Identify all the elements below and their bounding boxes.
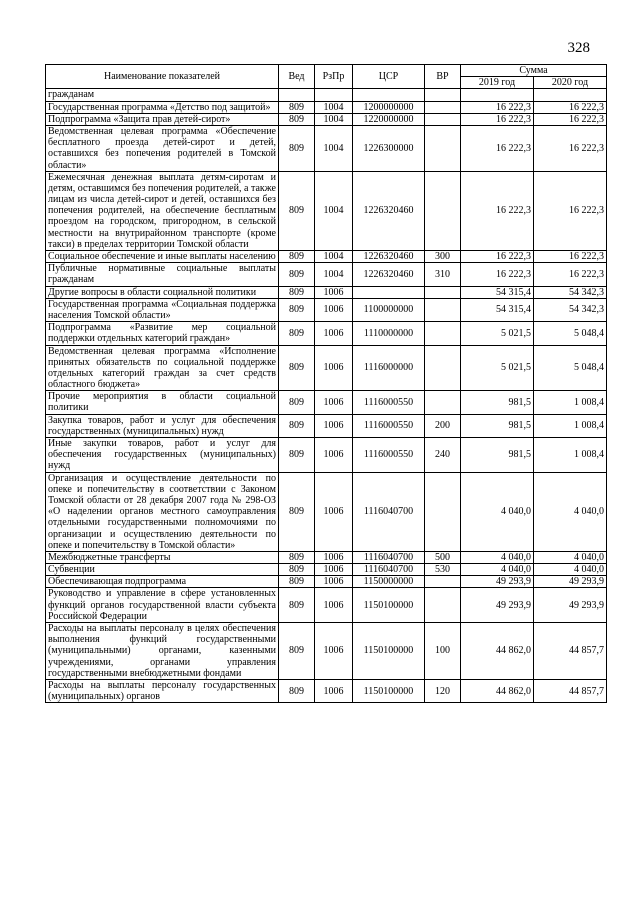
row-name: Государственная программа «Социальная поддержка населения Томской области» [46,298,279,321]
row-ved: 809 [279,438,315,473]
row-ved: 809 [279,576,315,588]
row-sum-2020: 16 222,3 [534,263,607,286]
row-ved: 809 [279,251,315,263]
header-sum: Сумма [461,65,607,77]
row-vr [425,588,461,623]
row-sum-2019 [461,89,534,101]
row-sum-2020: 1 008,4 [534,438,607,473]
row-sum-2019: 44 862,0 [461,623,534,680]
row-rzpr: 1004 [315,171,353,250]
table-row [46,101,607,113]
row-csr: 1100000000 [353,298,425,321]
row-sum-2019: 5 021,5 [461,322,534,345]
row-sum-2019: 16 222,3 [461,171,534,250]
row-csr: 1220000000 [353,113,425,125]
row-csr: 1116040700 [353,551,425,563]
row-rzpr: 1006 [315,576,353,588]
row-vr [425,391,461,414]
row-sum-2020: 1 008,4 [534,414,607,437]
row-ved: 809 [279,588,315,623]
budget-table [45,64,607,703]
row-name: Подпрограмма «Развитие мер социальной поддержки отдельных категорий граждан» [46,322,279,345]
row-sum-2020: 1 008,4 [534,391,607,414]
row-name: Организация и осуществление деятельности по опеке и попечительству в соответствии с Законом Томской области от 28 декабря 2007 года № 298-ОЗ «О наделении органов местного самоуправления отдельными государственными полномочиями по организации и осуществлению деятельности по опеке и попечительству в Томской области» [46,472,279,551]
table-row [46,576,607,588]
row-sum-2019: 16 222,3 [461,263,534,286]
row-rzpr: 1006 [315,551,353,563]
header-row [46,65,607,77]
row-rzpr: 1006 [315,414,353,437]
row-sum-2020: 4 040,0 [534,472,607,551]
row-vr: 120 [425,679,461,702]
row-sum-2019: 49 293,9 [461,576,534,588]
header-rzpr: РзПр [315,65,353,89]
row-name: Государственная программа «Детство под защитой» [46,101,279,113]
row-sum-2020: 54 342,3 [534,298,607,321]
row-name: Обеспечивающая подпрограмма [46,576,279,588]
table-row [46,623,607,680]
row-vr [425,125,461,171]
row-vr: 310 [425,263,461,286]
table-row [46,679,607,702]
row-rzpr: 1006 [315,588,353,623]
row-sum-2019: 49 293,9 [461,588,534,623]
row-sum-2020 [534,89,607,101]
table-row [46,391,607,414]
row-sum-2019: 981,5 [461,414,534,437]
row-vr [425,101,461,113]
row-ved: 809 [279,679,315,702]
table-row [46,113,607,125]
row-vr: 500 [425,551,461,563]
row-sum-2019: 4 040,0 [461,551,534,563]
table-row [46,414,607,437]
row-csr: 1116040700 [353,564,425,576]
table-row [46,551,607,563]
row-vr: 240 [425,438,461,473]
row-csr: 1226320460 [353,171,425,250]
row-name: Публичные нормативные социальные выплаты гражданам [46,263,279,286]
row-rzpr: 1006 [315,298,353,321]
row-vr [425,286,461,298]
row-ved: 809 [279,623,315,680]
row-ved: 809 [279,171,315,250]
row-sum-2020: 5 048,4 [534,322,607,345]
row-rzpr: 1006 [315,391,353,414]
row-ved: 809 [279,551,315,563]
row-vr: 300 [425,251,461,263]
row-sum-2020: 49 293,9 [534,588,607,623]
row-ved: 809 [279,298,315,321]
row-name: Социальное обеспечение и иные выплаты населению [46,251,279,263]
row-sum-2019: 44 862,0 [461,679,534,702]
row-sum-2020: 5 048,4 [534,345,607,391]
row-sum-2019: 54 315,4 [461,286,534,298]
header-ved: Вед [279,65,315,89]
table-row [46,171,607,250]
row-csr: 1226300000 [353,125,425,171]
row-name: Субвенции [46,564,279,576]
row-rzpr: 1006 [315,322,353,345]
row-name: Руководство и управление в сфере установленных функций органов государственной власти субъекта Российской Федерации [46,588,279,623]
row-rzpr: 1006 [315,623,353,680]
row-name: Прочие мероприятия в области социальной политики [46,391,279,414]
table-row [46,263,607,286]
row-name: Ведомственная целевая программа «Обеспечение бесплатного проезда детей-сирот и детей, оставшихся без попечения родителей в Томской области» [46,125,279,171]
row-name: Ежемесячная денежная выплата детям-сиротам и детям, оставшимся без попечения родителей, а также лицам из числа детей-сирот и детей, оставшихся без попечения родителей, на обеспечение бесплатным проездом на городском, пригородном, в сельской местности на внутрирайонном транспорте (кроме такси) в пределах территории Томской области [46,171,279,250]
row-csr: 1226320460 [353,263,425,286]
table-row [46,251,607,263]
row-sum-2019: 54 315,4 [461,298,534,321]
row-rzpr: 1004 [315,263,353,286]
header-2019: 2019 год [461,77,534,89]
row-sum-2020: 44 857,7 [534,679,607,702]
row-rzpr [315,89,353,101]
table-row [46,588,607,623]
row-csr: 1116000550 [353,391,425,414]
row-sum-2020: 16 222,3 [534,101,607,113]
row-name: Расходы на выплаты персоналу государственных (муниципальных) органов [46,679,279,702]
row-ved [279,89,315,101]
row-vr: 530 [425,564,461,576]
row-rzpr: 1006 [315,679,353,702]
table-row [46,472,607,551]
table-row [46,564,607,576]
row-rzpr: 1004 [315,101,353,113]
row-vr [425,171,461,250]
row-name: Ведомственная целевая программа «Исполнение принятых обязательств по социальной поддержке отдельных категорий граждан за счет средств областного бюджета» [46,345,279,391]
row-csr: 1116000000 [353,345,425,391]
row-name: Другие вопросы в области социальной политики [46,286,279,298]
table-row [46,345,607,391]
header-vr: ВР [425,65,461,89]
row-csr: 1150100000 [353,588,425,623]
row-csr: 1150100000 [353,623,425,680]
header-csr: ЦСР [353,65,425,89]
row-name: Расходы на выплаты персоналу в целях обеспечения выполнения функций государственными (муниципальными) органами, казенными учреждениями, органами управления государственными внебюджетными фондами [46,623,279,680]
row-vr [425,113,461,125]
row-sum-2019: 16 222,3 [461,101,534,113]
row-vr [425,298,461,321]
row-csr: 1150100000 [353,679,425,702]
row-sum-2020: 16 222,3 [534,171,607,250]
row-name: Закупка товаров, работ и услуг для обеспечения государственных (муниципальных) нужд [46,414,279,437]
header-name: Наименование показателей [46,65,279,89]
row-csr: 1116000550 [353,438,425,473]
row-sum-2019: 16 222,3 [461,125,534,171]
row-rzpr: 1006 [315,438,353,473]
row-sum-2019: 5 021,5 [461,345,534,391]
row-vr [425,576,461,588]
row-vr [425,345,461,391]
row-ved: 809 [279,101,315,113]
row-sum-2020: 49 293,9 [534,576,607,588]
row-sum-2020: 16 222,3 [534,125,607,171]
row-rzpr: 1004 [315,113,353,125]
row-rzpr: 1006 [315,564,353,576]
row-sum-2019: 16 222,3 [461,251,534,263]
header-2020: 2020 год [534,77,607,89]
row-ved: 809 [279,472,315,551]
row-sum-2019: 981,5 [461,391,534,414]
row-ved: 809 [279,286,315,298]
table-row [46,322,607,345]
row-ved: 809 [279,322,315,345]
row-csr: 1116040700 [353,472,425,551]
row-ved: 809 [279,263,315,286]
row-csr: 1226320460 [353,251,425,263]
row-sum-2020: 16 222,3 [534,113,607,125]
table-row [46,125,607,171]
row-sum-2019: 4 040,0 [461,564,534,576]
table-body [46,89,607,703]
row-rzpr: 1004 [315,251,353,263]
row-csr [353,89,425,101]
row-csr: 1200000000 [353,101,425,113]
row-rzpr: 1006 [315,286,353,298]
row-sum-2019: 981,5 [461,438,534,473]
table-row [46,298,607,321]
row-sum-2020: 54 342,3 [534,286,607,298]
row-ved: 809 [279,564,315,576]
row-name: Иные закупки товаров, работ и услуг для обеспечения государственных (муниципальных) нужд [46,438,279,473]
row-sum-2019: 16 222,3 [461,113,534,125]
row-ved: 809 [279,345,315,391]
row-sum-2020: 4 040,0 [534,564,607,576]
row-vr: 200 [425,414,461,437]
row-csr: 1110000000 [353,322,425,345]
page-number: 328 [567,40,590,56]
table-row [46,438,607,473]
row-name: гражданам [46,89,279,101]
row-name: Подпрограмма «Защита прав детей-сирот» [46,113,279,125]
row-vr [425,89,461,101]
row-ved: 809 [279,414,315,437]
row-csr: 1150000000 [353,576,425,588]
row-name: Межбюджетные трансферты [46,551,279,563]
row-csr [353,286,425,298]
row-sum-2020: 44 857,7 [534,623,607,680]
row-vr: 100 [425,623,461,680]
row-ved: 809 [279,125,315,171]
row-ved: 809 [279,113,315,125]
table-row [46,286,607,298]
row-csr: 1116000550 [353,414,425,437]
row-sum-2020: 16 222,3 [534,251,607,263]
row-rzpr: 1006 [315,472,353,551]
row-rzpr: 1006 [315,345,353,391]
row-rzpr: 1004 [315,125,353,171]
row-sum-2019: 4 040,0 [461,472,534,551]
row-sum-2020: 4 040,0 [534,551,607,563]
table-row [46,89,607,101]
row-ved: 809 [279,391,315,414]
row-vr [425,322,461,345]
row-vr [425,472,461,551]
